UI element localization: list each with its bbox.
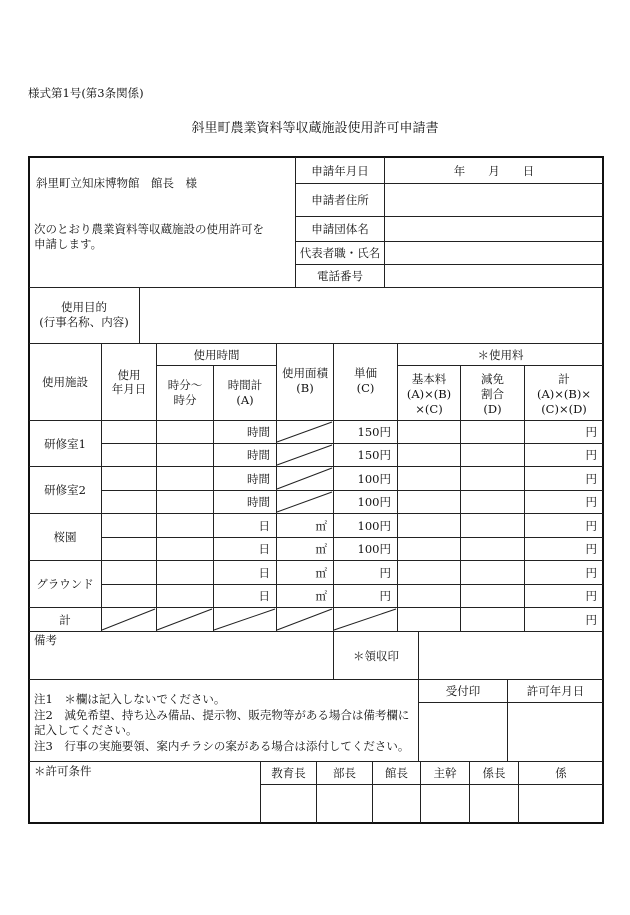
time-total-header: 時間計 bbox=[227, 378, 263, 392]
discount-header: 減免 bbox=[481, 372, 504, 386]
approver-director: 部長 bbox=[333, 766, 356, 780]
receipt-stamp-label: ＊領収印 bbox=[353, 648, 399, 663]
phone-label: 電話番号 bbox=[317, 269, 363, 283]
facility-name-3: グラウンド bbox=[36, 577, 94, 591]
request-text-line2: 申請します。 bbox=[34, 237, 103, 251]
unit-price: 150円 bbox=[357, 448, 391, 462]
unit-price: 100円 bbox=[357, 495, 391, 509]
base-fee-header: 基本料 bbox=[411, 372, 447, 386]
base-fee-header-2: (A)×(B) bbox=[406, 387, 452, 401]
area-unit: ㎡ bbox=[315, 589, 327, 603]
sum-label: 計 bbox=[59, 612, 71, 627]
total-yen: 円 bbox=[585, 565, 597, 580]
area-header-2: (B) bbox=[296, 381, 314, 395]
reception-stamp-field[interactable] bbox=[419, 703, 507, 761]
day-unit: 日 bbox=[258, 589, 270, 603]
time-total-header-2: (A) bbox=[236, 393, 254, 407]
total-header: 計 bbox=[558, 372, 570, 386]
permit-date-label: 許可年月日 bbox=[526, 684, 585, 698]
unit-price: 100円 bbox=[357, 542, 391, 556]
discount-header-2: 割合 bbox=[481, 387, 504, 401]
time-unit: 時間 bbox=[247, 471, 270, 486]
use-date-header-2: 年月日 bbox=[111, 382, 147, 396]
permit-conditions-label: ＊許可条件 bbox=[34, 764, 92, 778]
approver-section-chief: 係長 bbox=[482, 766, 506, 780]
time-unit: 時間 bbox=[247, 495, 270, 509]
discount-header-3: (D) bbox=[483, 402, 502, 416]
approver-superintendent: 教育長 bbox=[271, 766, 306, 780]
document-title: 斜里町農業資料等収蔵施設使用許可申請書 bbox=[191, 121, 439, 136]
time-unit: 時間 bbox=[247, 425, 270, 439]
note-2-cont: 記入してください。 bbox=[34, 723, 138, 737]
use-date-header: 使用 bbox=[117, 368, 141, 382]
request-text-line1: 次のとおり農業資料等収蔵施設の使用許可を bbox=[34, 222, 264, 236]
base-fee-header-3: ×(C) bbox=[415, 402, 443, 416]
form-number: 様式第1号(第3条関係) bbox=[28, 86, 144, 100]
facility-header: 使用施設 bbox=[42, 375, 88, 389]
total-header-2: (A)×(B)× bbox=[537, 387, 591, 401]
receipt-stamp-field[interactable] bbox=[419, 632, 603, 679]
area-unit: ㎡ bbox=[315, 542, 327, 556]
remarks-label: 備考 bbox=[34, 633, 57, 647]
application-date-label: 申請年月日 bbox=[311, 163, 369, 178]
total-yen: 円 bbox=[585, 471, 597, 486]
reception-stamp-label: 受付印 bbox=[445, 684, 481, 698]
approver-staff: 係 bbox=[555, 766, 567, 780]
facility-name-2: 桜園 bbox=[53, 530, 77, 544]
unit-price: 円 bbox=[379, 565, 391, 580]
note-2: 注2 減免希望、持ち込み備品、提示物、販売物等がある場合は備考欄に bbox=[34, 708, 410, 722]
area-unit: ㎡ bbox=[315, 565, 327, 580]
approver-chief: 主幹 bbox=[433, 766, 457, 780]
unit-price: 100円 bbox=[357, 518, 391, 533]
unit-price: 100円 bbox=[357, 471, 391, 486]
facility-name-1: 研修室2 bbox=[44, 483, 86, 497]
unit-price-header-2: (C) bbox=[356, 381, 375, 395]
purpose-sublabel: (行事名称、内容) bbox=[39, 315, 129, 329]
applicant-address-label: 申請者住所 bbox=[311, 193, 369, 207]
unit-price: 150円 bbox=[357, 425, 391, 439]
group-name-label: 申請団体名 bbox=[311, 222, 369, 236]
day-unit: 日 bbox=[258, 542, 270, 556]
addressee: 斜里町立知床博物館 館長 様 bbox=[36, 176, 197, 190]
permit-date-field[interactable] bbox=[508, 703, 603, 761]
sum-total-yen: 円 bbox=[585, 612, 597, 627]
time-range-header-2: 時分 bbox=[173, 393, 197, 407]
total-yen: 円 bbox=[585, 425, 597, 439]
purpose-label: 使用目的 bbox=[61, 300, 107, 314]
unit-price-header: 単価 bbox=[354, 366, 377, 380]
approver-curator: 館長 bbox=[385, 766, 408, 780]
fee-header: ＊使用料 bbox=[477, 347, 524, 362]
total-yen: 円 bbox=[585, 448, 597, 462]
facility-name-0: 研修室1 bbox=[44, 436, 86, 451]
area-header: 使用面積 bbox=[282, 366, 328, 380]
time-unit: 時間 bbox=[247, 448, 270, 462]
application-date-field[interactable]: 年 月 日 bbox=[453, 163, 535, 178]
day-unit: 日 bbox=[258, 518, 270, 533]
total-yen: 円 bbox=[585, 495, 597, 509]
use-time-header: 使用時間 bbox=[193, 347, 240, 362]
unit-price: 円 bbox=[379, 589, 391, 603]
area-unit: ㎡ bbox=[315, 518, 327, 533]
day-unit: 日 bbox=[258, 565, 270, 580]
time-range-header: 時分～ bbox=[167, 378, 203, 392]
total-yen: 円 bbox=[585, 542, 597, 556]
representative-label: 代表者職・氏名 bbox=[299, 246, 381, 260]
total-yen: 円 bbox=[585, 518, 597, 533]
note-1: 注1 ＊欄は記入しないでください。 bbox=[34, 692, 226, 706]
total-yen: 円 bbox=[585, 589, 597, 603]
total-header-3: (C)×(D) bbox=[541, 402, 587, 416]
note-3: 注3 行事の実施要領、案内チラシの案がある場合は添付してください。 bbox=[34, 739, 410, 753]
